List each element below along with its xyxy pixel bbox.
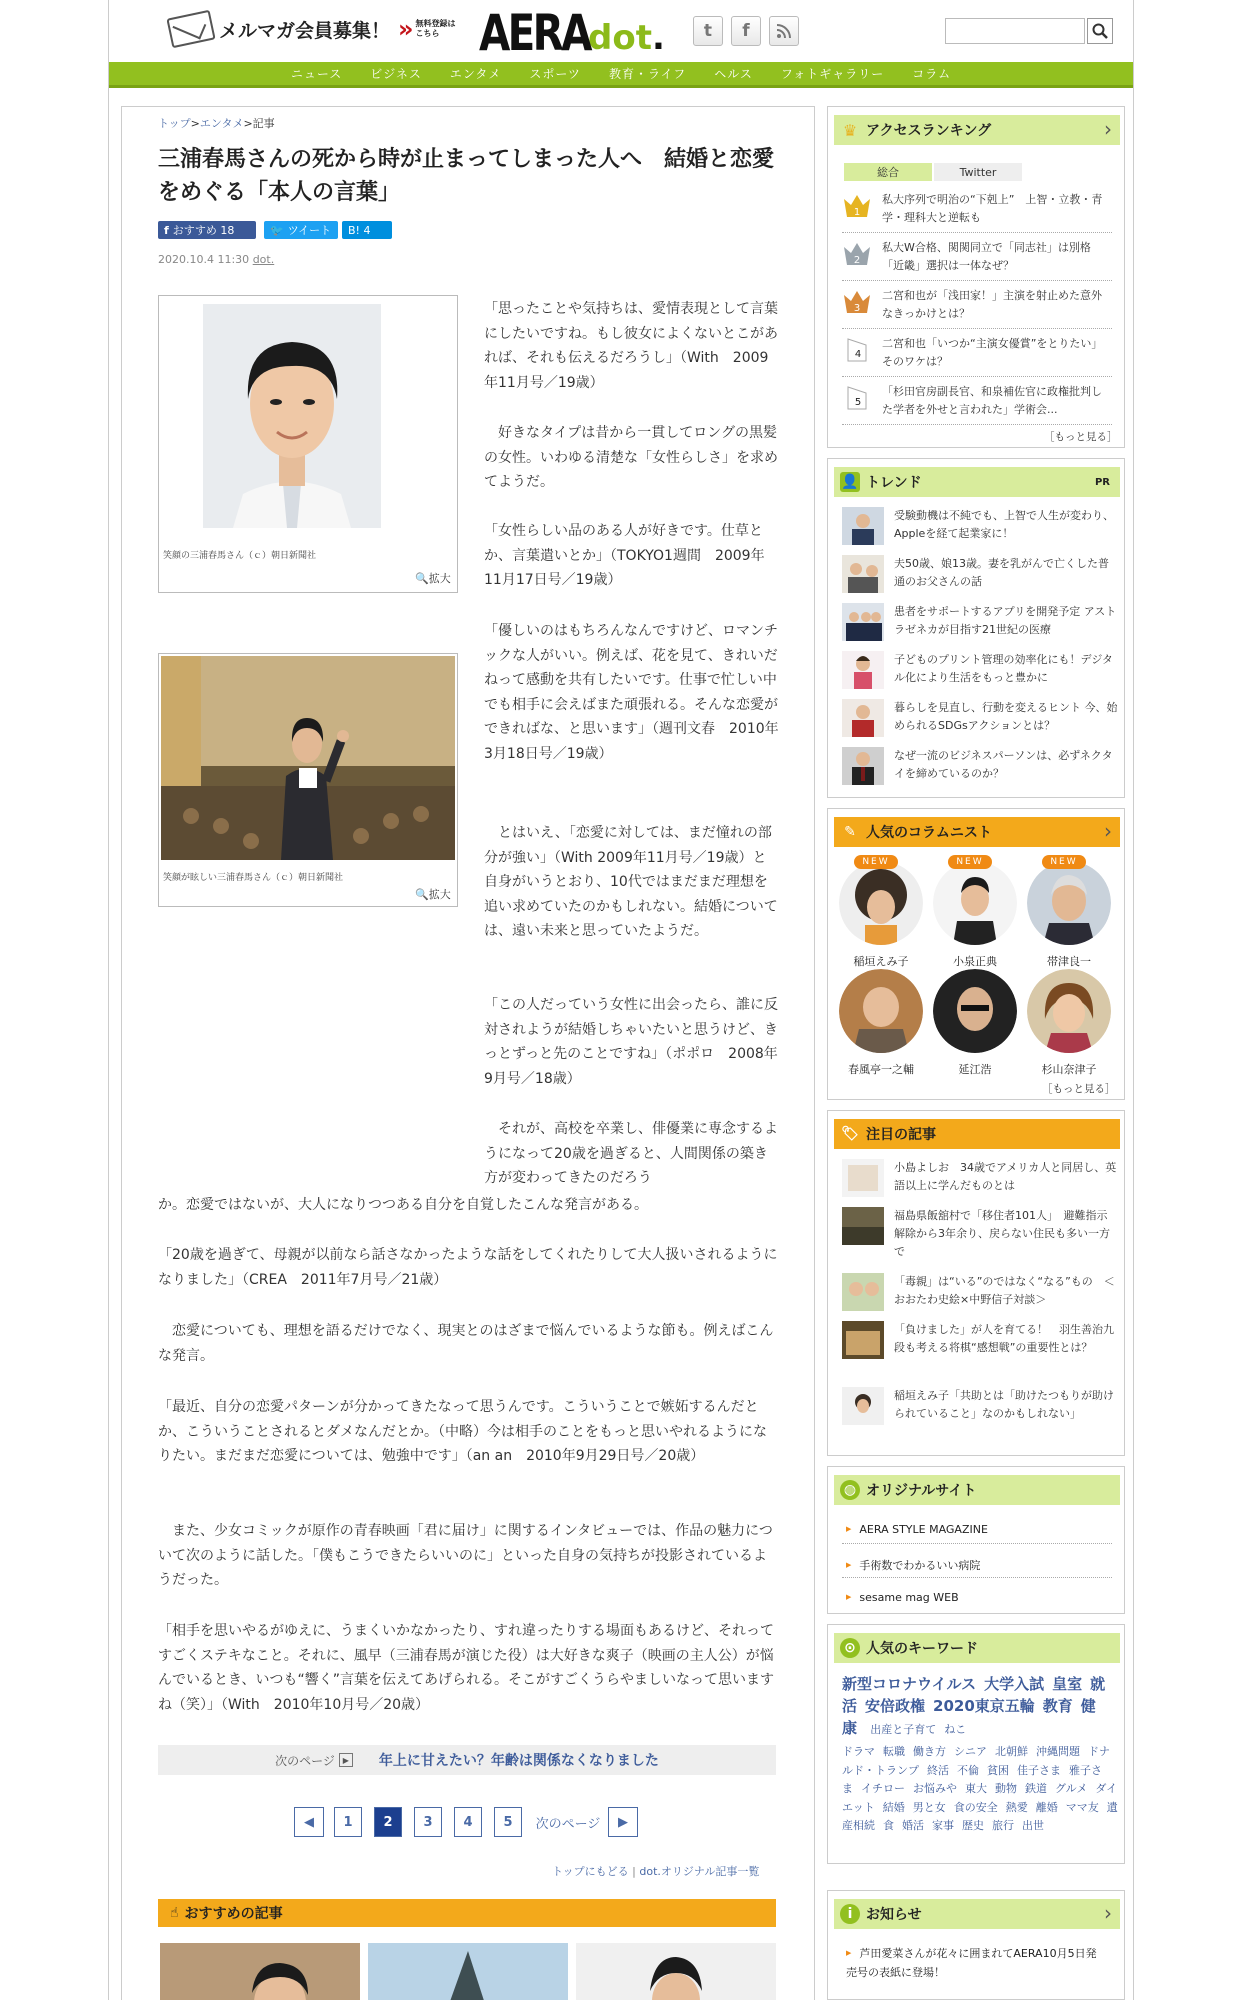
recommended-thumb[interactable]	[160, 1943, 360, 2000]
keyword-link[interactable]: ドナルド・トランプ	[842, 1745, 1110, 1777]
hatena-bookmark-button[interactable]: B! 4	[342, 221, 392, 239]
ranking-box	[827, 106, 1125, 448]
zoom-button[interactable]: 🔍拡大	[415, 572, 451, 585]
keyword-link[interactable]: 結婚	[882, 1800, 905, 1814]
nav-item[interactable]: エンタメ	[449, 67, 502, 81]
tab-twitter[interactable]: Twitter	[934, 163, 1022, 181]
keyword-link[interactable]: シニア	[954, 1745, 987, 1758]
featured-item[interactable]: 稲垣えみ子「共助とは「助けたつもりが助けられていること」なのかもしれない」	[842, 1387, 1118, 1431]
paragraph: 恋愛についても、理想を語るだけでなく、現実とのはざまで悩んでいるような節も。例えばこんな発言。	[158, 1323, 774, 1364]
keywords-header: ⊙ 人気のキーワード	[834, 1633, 1120, 1663]
keyword-link[interactable]: 健康	[842, 1697, 1096, 1737]
columnist-item[interactable]: NEW 稲垣えみ子	[836, 861, 926, 969]
keywords-box	[827, 1624, 1125, 1864]
chevron-right-icon: ›	[1104, 1901, 1112, 1925]
keyword-link[interactable]: 出産と子育て	[870, 1723, 937, 1736]
trend-item[interactable]: 患者をサポートするアプリを開発予定 アストラゼネカが目指す21世紀の医療	[842, 603, 1118, 647]
keyword-link[interactable]: 教育	[1042, 1697, 1073, 1715]
search-input[interactable]	[945, 18, 1085, 44]
keyword-link[interactable]: 転職	[883, 1745, 905, 1758]
keyword-link[interactable]: 貧困	[987, 1763, 1009, 1777]
photo-caption: 笑顔の三浦春馬さん（ｃ）朝日新聞社	[163, 551, 317, 561]
pencil-icon: ✎	[844, 824, 856, 840]
svg-text:2: 2	[853, 255, 861, 266]
keyword-link[interactable]: 東大	[965, 1782, 987, 1795]
back-links: トップにもどる | dot.オリジナル記事一覧	[552, 1865, 760, 1878]
ranking-item[interactable]: 4 二宮和也「いつか“主演女優賞”をとりたい」そのワケは？	[842, 333, 1112, 377]
svg-text:3: 3	[853, 303, 861, 314]
columnist-item[interactable]: NEW 小泉正典	[930, 861, 1020, 969]
header	[109, 0, 1133, 62]
trend-item[interactable]: 暮らしを見直し、行動を変えるヒント 今、始められるSDGsアクションとは？	[842, 699, 1118, 743]
facebook-share-button[interactable]: f おすすめ 18	[158, 221, 256, 239]
paragraph: 「この人だっていう女性に出会ったら、誰に反対されようが結婚しちゃいたいと思うけど、きっとずっと先のことですね」（ポポロ 2008年9月号／18歳）	[484, 997, 778, 1087]
paragraph: とはいえ、「恋愛に対しては、まだ憧れの部分が強い」（With 2009年11月号／19歳）と自身がいうとおり、10代ではまだまだ理想を追い求めていたのかもしれない。結婚については、遠い未来と思っていたようだ。	[484, 825, 778, 939]
featured-item[interactable]: 「負けました」が人を育てる！ 羽生善治九段も考える将棋“感想戦”の重要性とは？	[842, 1321, 1118, 1365]
search-icon[interactable]	[1087, 18, 1113, 44]
columnist-header[interactable]: ✎ 人気のコラムニスト ›	[834, 817, 1120, 847]
article-main	[121, 106, 815, 2000]
keyword-link[interactable]: グルメ	[1055, 1782, 1088, 1795]
keyword-link[interactable]: 食	[883, 1819, 894, 1832]
next-page-label: 次のページ	[275, 1753, 335, 1768]
breadcrumb-current: 記事	[252, 117, 275, 130]
tweet-button[interactable]: 🐦 ツイート	[264, 221, 338, 239]
paragraph: 「最近、自分の恋愛パターンが分かってきたなって思うんです。こういうことで嫉妬するんだとか、こういうことされるとダメなんだとか。（中略）今は相手のことをもっと思いやれるようになりたい。まだまだ恋愛については、勉強中です」（an an 2010年9月29日号／20歳）	[158, 1399, 767, 1464]
trend-item[interactable]: 子どものプリント管理の効率化にも！デジタル化により生活をもっと豊かに	[842, 651, 1118, 695]
pagination-page[interactable]: 4	[454, 1807, 482, 1837]
zoom-icon: 🔍	[415, 572, 429, 585]
keyword-link[interactable]: イチロー	[861, 1782, 905, 1795]
keyword-link[interactable]: お悩みや	[913, 1782, 957, 1795]
original-site-link[interactable]: ▶ 手術数でわかるいい病院	[846, 1557, 980, 1573]
chevron-right-icon: ›	[1104, 117, 1112, 141]
crown-icon: ♛	[842, 120, 858, 140]
keyword-link[interactable]: 2020東京五輪	[933, 1697, 1035, 1715]
ranking-more-link[interactable]: ［もっと見る］	[1044, 431, 1118, 443]
keyword-link[interactable]: ママ友	[1065, 1800, 1099, 1814]
keyword-link[interactable]: 不倫	[957, 1763, 979, 1777]
svg-text:5: 5	[854, 397, 862, 408]
paragraph: 「20歳を過ぎて、母親が以前なら話さなかったような話をしてくれたりして大人扱いされるようになりました」（CREA 2011年7月号／21歳）	[158, 1247, 778, 1288]
keyword-link[interactable]: 鉄道	[1025, 1782, 1047, 1795]
nav-item[interactable]: コラム	[912, 67, 952, 81]
ranking-item[interactable]: 3 二宮和也が「浅田家！」主演を射止めた意外なきっかけとは？	[842, 285, 1112, 329]
next-page-title[interactable]: 年上に甘えたい？年齢は関係なくなりました	[378, 1753, 659, 1769]
pagination-next-label[interactable]: 次のページ	[534, 1807, 602, 1837]
original-list-link[interactable]: dot.オリジナル記事一覧	[639, 1865, 760, 1878]
recommended-thumb[interactable]	[576, 1943, 776, 2000]
person-icon: 👤	[841, 474, 859, 490]
original-site-link[interactable]: ▶ AERA STYLE MAGAZINE	[846, 1523, 988, 1536]
article-title: 三浦春馬さんの死から時が止まってしまった人へ 結婚と恋愛をめぐる「本人の言葉」	[158, 147, 775, 205]
svg-text:1: 1	[853, 207, 861, 218]
keyword-small-list	[842, 1743, 1118, 1836]
pagination-prev[interactable]: ◀	[294, 1807, 324, 1837]
twitter-icon[interactable]: t	[693, 16, 723, 46]
trend-box	[827, 458, 1125, 798]
keyword-link[interactable]: 新型コロナウイルス	[842, 1675, 977, 1693]
original-site-link[interactable]: ▶ sesame mag WEB	[846, 1591, 959, 1604]
columnist-more-link[interactable]: ［もっと見る］	[1042, 1083, 1116, 1095]
keyword-link[interactable]: 男と女	[912, 1800, 946, 1814]
zoom-button[interactable]: 🔍拡大	[415, 888, 451, 901]
tab-overall[interactable]: 総合	[844, 163, 932, 181]
featured-item[interactable]: 「毒親」は“いる”のではなく“なる”もの ＜おおたわ史絵×中野信子対談＞	[842, 1273, 1118, 1317]
featured-header: 🏷 注目の記事	[834, 1119, 1120, 1149]
paragraph: 「優しいのはもちろんなんですけど、ロマンチックな人がいい。例えば、花を見て、きれいだねって感動を共有したいです。仕事で忙しい中でも相手に会えばまた頑張れる。そんな恋愛ができればな、と思います」（週刊文春 2010年3月18日号／19歳）	[484, 623, 779, 762]
keyword-link[interactable]: 北朝鮮	[995, 1745, 1028, 1758]
next-page-bar[interactable]	[158, 1745, 776, 1775]
trend-header: 👤 トレンド PR	[834, 467, 1120, 497]
facebook-icon[interactable]: f	[731, 16, 761, 46]
actor-photo-1	[203, 304, 381, 528]
paragraph: 好きなタイプは昔から一貫してロングの黒髪の女性。いわゆる清楚な「女性らしさ」を求めてようだ。	[484, 425, 778, 490]
gold-crown-icon	[842, 191, 872, 219]
envelope-icon	[166, 10, 215, 48]
pagination-page[interactable]: 3	[414, 1807, 442, 1837]
featured-item[interactable]: 福島県飯舘村で「移住者101人」 避難指示解除から3年余り、戻らない住民も多い一方で	[842, 1207, 1118, 1251]
keyword-link[interactable]: 離婚	[1035, 1800, 1058, 1814]
keyword-link[interactable]: 就活	[842, 1675, 1106, 1715]
original-sites-box	[827, 1466, 1125, 1614]
keyword-link[interactable]: 動物	[995, 1782, 1017, 1795]
keyword-link[interactable]: 食の安全	[953, 1800, 998, 1814]
columnist-item[interactable]: NEW 帯津良一	[1024, 861, 1114, 969]
paragraph: か。恋愛ではないが、大人になりつつある自分を自覚したこんな発言がある。	[158, 1197, 648, 1213]
site-logo[interactable]	[479, 4, 665, 62]
nav-item[interactable]: ヘルス	[714, 67, 753, 81]
keyword-link[interactable]: 旅行	[992, 1819, 1014, 1832]
keyword-link[interactable]: 雅子さま	[842, 1763, 1102, 1795]
source-link[interactable]: dot.	[252, 253, 275, 266]
new-badge: NEW	[948, 855, 992, 869]
back-to-top-link[interactable]: トップにもどる	[552, 1865, 629, 1878]
columnist-item[interactable]: 杉山奈津子	[1024, 969, 1114, 1077]
ranking-item[interactable]: 1 私大序列で明治の“下剋上” 上智・立教・青学・理科大と逆転も	[842, 189, 1112, 233]
silver-crown-icon	[842, 239, 872, 267]
keyword-link[interactable]: 熱愛	[1005, 1800, 1028, 1814]
keyword-link[interactable]: 出世	[1022, 1819, 1044, 1832]
photo-figure[interactable]	[158, 295, 458, 593]
keyword-link[interactable]: 遺産相続	[842, 1800, 1118, 1832]
chevron-right-icon: ›	[1104, 819, 1112, 843]
search-circle-icon: ⊙	[840, 1638, 860, 1658]
pagination-page[interactable]: 1	[334, 1807, 362, 1837]
keyword-link[interactable]: 終活	[927, 1763, 949, 1777]
photo-figure[interactable]	[158, 653, 458, 907]
keyword-link[interactable]: 沖縄問題	[1036, 1745, 1080, 1758]
global-nav	[109, 62, 1133, 88]
new-badge: NEW	[1042, 855, 1086, 869]
notice-link[interactable]: ▶ 芦田愛菜さんが花々に囲まれてAERA10月5日発売号の表紙に登場！	[846, 1945, 1102, 1982]
rss-icon[interactable]	[769, 16, 799, 46]
globe-icon: ◍	[840, 1480, 860, 1500]
nav-item[interactable]: スポーツ	[529, 67, 581, 81]
columnist-item[interactable]: 延江浩	[930, 969, 1020, 1077]
nav-item[interactable]: 教育・ライフ	[608, 67, 687, 81]
hand-icon: ☝	[170, 1905, 179, 1921]
pagination-page-current[interactable]: 2	[374, 1807, 402, 1837]
paragraph: 「女性らしい品のある人が好きです。仕草とか、言葉遣いとか」（TOKYO1週間 2009年11月17日号／19歳）	[484, 523, 765, 588]
logo-aera: AERA	[479, 4, 590, 62]
mailmag-banner[interactable]	[169, 14, 466, 44]
featured-item[interactable]: 小島よしお 34歳でアメリカ人と同居し、英語以上に学んだものとは	[842, 1159, 1118, 1203]
mailmag-sub: 無料登録は こちら	[415, 19, 456, 38]
play-icon: ▶	[339, 1753, 353, 1767]
tag-icon: 🏷	[841, 1126, 859, 1142]
article-date: 2020.10.4 11:30 dot.	[158, 253, 275, 266]
columnist-item[interactable]: 春風亭一之輔	[836, 969, 926, 1077]
keyword-link[interactable]: 家事	[932, 1819, 954, 1832]
recommended-thumb[interactable]	[368, 1943, 568, 2000]
notice-box	[827, 1890, 1125, 2000]
photo-caption: 笑顔が眩しい三浦春馬さん（ｃ）朝日新聞社	[163, 873, 344, 883]
recommended-header: ☝ おすすめの記事	[158, 1899, 776, 1927]
keyword-link[interactable]: 働き方	[913, 1745, 946, 1758]
rank-flag-icon	[842, 383, 872, 411]
double-chevron-icon: »	[398, 15, 408, 43]
rank-flag-icon	[842, 335, 872, 363]
keyword-link[interactable]: ダイエット	[842, 1782, 1118, 1814]
trend-item[interactable]: なぜ一流のビジネスパーソンは、必ずネクタイを締めているのか？	[842, 747, 1118, 791]
page	[108, 0, 1134, 2000]
actor-photo-2	[161, 656, 455, 860]
zoom-icon: 🔍	[415, 888, 429, 901]
ranking-item[interactable]: 5 「杉田官房副長官、和泉補佐官に政権批判した学者を外せと言われた」学術会...	[842, 381, 1112, 425]
featured-box	[827, 1110, 1125, 1456]
paragraph: 「相手を思いやるがゆえに、うまくいかなかったり、すれ違ったりする場面もあるけど、それってすごくステキなこと。それに、風早（三浦春馬が演じた役）は大好きな爽子（映画の主人公）が悩んでいるとき、いつも“響く”言葉を伝えてあげられる。そこがすごくうらやましいなって思いますね（笑）」（With 2010年10月号／20歳）	[158, 1623, 774, 1713]
keyword-link[interactable]: 佳子さま	[1017, 1763, 1061, 1777]
columnist-box	[827, 808, 1125, 1100]
mailmag-title: メルマガ会員募集！	[219, 19, 391, 42]
keyword-link[interactable]: ドラマ	[842, 1745, 875, 1758]
notice-header[interactable]: i お知らせ ›	[834, 1899, 1120, 1929]
ranking-header[interactable]: ♛ アクセスランキング ›	[834, 115, 1120, 145]
keyword-link[interactable]: 皇室	[1052, 1675, 1083, 1693]
breadcrumb-ent[interactable]: エンタメ	[199, 117, 244, 130]
paragraph: 「思ったことや気持ちは、愛情表現として言葉にしたいですね。もし彼女によくないとこがあれば、それも伝えるだろうし」（With 2009年11月号／19歳）	[484, 301, 778, 391]
bronze-crown-icon	[842, 287, 872, 315]
paragraph: また、少女コミックが原作の青春映画「君に届け」に関するインタビューでは、作品の魅力について次のように話した。「僕もこうできたらいいのに」といった自身の気持ちが投影されているようだった。	[158, 1523, 773, 1588]
svg-text:4: 4	[854, 349, 862, 360]
info-icon: i	[840, 1904, 860, 1924]
pagination-page[interactable]: 5	[494, 1807, 522, 1837]
nav-item[interactable]: フォトギャラリー	[780, 67, 885, 81]
breadcrumb: トップ>エンタメ>記事	[158, 117, 275, 130]
keyword-large-list	[842, 1673, 1118, 1741]
new-badge: NEW	[854, 855, 898, 869]
keyword-link[interactable]: 安倍政権	[865, 1697, 926, 1715]
keyword-link[interactable]: 大学入試	[984, 1675, 1045, 1693]
keyword-link[interactable]: 婚活	[902, 1819, 924, 1832]
keyword-link[interactable]: 歴史	[962, 1819, 984, 1832]
nav-item[interactable]: ビジネス	[370, 67, 422, 81]
nav-item[interactable]: ニュース	[290, 67, 343, 81]
logo-dot: dot.	[588, 18, 665, 58]
breadcrumb-top[interactable]: トップ	[158, 117, 191, 130]
ranking-item[interactable]: 2 私大W合格、関関同立で「同志社」は別格 「近畿」選択は一体なぜ？	[842, 237, 1112, 281]
pagination-next[interactable]: ▶	[608, 1807, 638, 1837]
paragraph: それが、高校を卒業し、俳優業に専念するようになって20歳を過ぎると、人間関係の築き方が変わってきたのだろう	[484, 1121, 778, 1186]
trend-item[interactable]: 夫50歳、娘13歳。妻を乳がんで亡くした普通のお父さんの話	[842, 555, 1118, 599]
original-sites-header: ◍ オリジナルサイト	[834, 1475, 1120, 1505]
pr-badge: PR	[1094, 476, 1110, 488]
trend-item[interactable]: 受験動機は不純でも、上智で人生が変わり、Appleを経て起業家に！	[842, 507, 1118, 551]
keyword-link[interactable]: ねこ	[944, 1723, 967, 1736]
